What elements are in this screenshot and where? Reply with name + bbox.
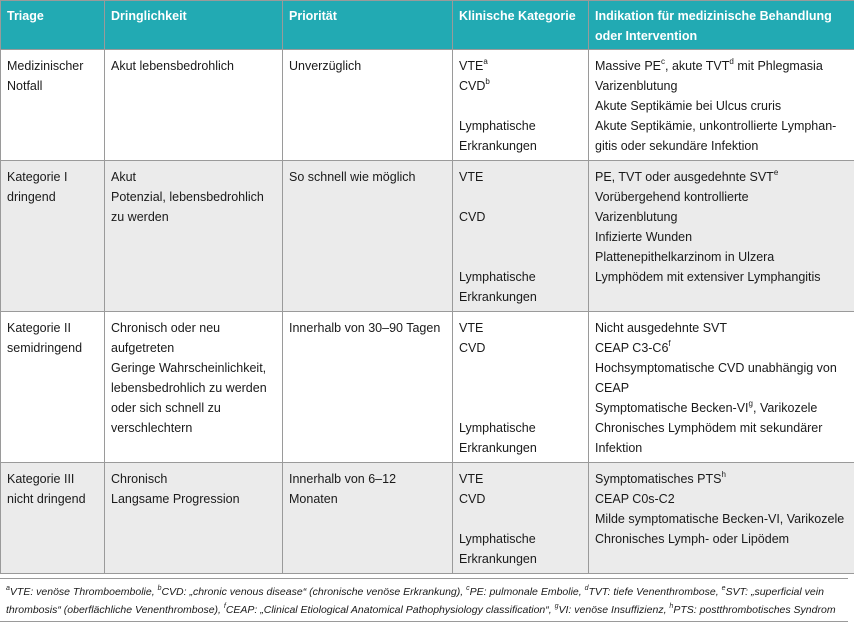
footnote-text: PE: pulmonale Embolie,	[469, 586, 585, 598]
footnote-marker: d	[584, 584, 589, 592]
category-line-text: VTE	[459, 472, 484, 486]
category-line-text: VTE	[459, 321, 484, 335]
cell-indication	[589, 463, 854, 574]
footnote-marker: c	[466, 584, 470, 592]
triage-line: Medizinischer	[7, 59, 84, 73]
category-line	[459, 358, 582, 378]
footnote-text: VTE: venöse Thromboembolie,	[9, 586, 158, 598]
footnote-marker: g	[748, 398, 753, 408]
indication-line	[595, 378, 848, 398]
indication-line	[595, 529, 848, 549]
triage-line: Kategorie III	[7, 472, 75, 486]
category-line-text: VTE	[459, 59, 484, 73]
footnote-marker: a	[6, 584, 10, 592]
indication-line-text: Nicht ausgedehnte SVT	[595, 321, 728, 335]
cell-category	[453, 463, 589, 574]
indication-line-text: Milde symptomatische Becken-VI, Varikozele	[595, 512, 845, 526]
urgency-line: Chronisch oder neu	[111, 321, 221, 335]
category-line-text: CVD	[459, 341, 486, 355]
triage-line: dringend	[7, 190, 56, 204]
urgency-line: zu werden	[111, 210, 169, 224]
footnote-text: PTS: postthrombotisches Syndrom	[673, 604, 836, 616]
category-line	[459, 76, 582, 96]
indication-line-text: Infizierte Wunden	[595, 230, 693, 244]
category-line-text: VTE	[459, 170, 484, 184]
category-line	[459, 247, 582, 267]
category-line	[459, 489, 582, 509]
urgency-line: Chronisch	[111, 472, 168, 486]
indication-line	[595, 267, 848, 287]
cell-category	[453, 50, 589, 161]
footnote-marker: c	[661, 56, 665, 66]
header-row	[1, 1, 854, 50]
category-line-text: CVD	[459, 492, 486, 506]
category-line-text: Lymphatische	[459, 270, 536, 284]
category-line	[459, 96, 582, 116]
indication-line-text: Vorübergehend kontrollierte	[595, 190, 749, 204]
category-line-text: CVD	[459, 79, 486, 93]
indication-line-text: CEAP	[595, 381, 630, 395]
footnote-marker: g	[554, 602, 559, 610]
footnote-text: SVT: „superficial vein	[725, 586, 824, 598]
indication-line	[595, 318, 848, 338]
cell-priority	[283, 312, 453, 463]
indication-line-text: Symptomatische Becken-VI	[595, 401, 749, 415]
indication-line-text: Infektion	[595, 441, 643, 455]
indication-line-text: Varizenblutung	[595, 79, 678, 93]
cell-triage	[1, 463, 105, 574]
category-line	[459, 338, 582, 358]
indication-line-text: Akute Septikämie bei Ulcus cruris	[595, 99, 782, 113]
priority-line: Innerhalb von 6–12	[289, 472, 397, 486]
triage-line: Kategorie I	[7, 170, 68, 184]
urgency-line: aufgetreten	[111, 341, 175, 355]
footnote-marker: d	[729, 56, 734, 66]
indication-line-text: gitis oder sekundäre Infektion	[595, 139, 759, 153]
priority-line: So schnell wie möglich	[289, 170, 416, 184]
category-line	[459, 418, 582, 438]
header-triage: Triage	[1, 1, 105, 50]
indication-line	[595, 116, 848, 136]
indication-line	[595, 438, 848, 458]
cell-urgency	[105, 50, 283, 161]
category-line	[459, 187, 582, 207]
category-line-text: Erkrankungen	[459, 290, 537, 304]
indication-line-text: Plattenepithelkarzinom in Ulzera	[595, 250, 775, 264]
category-line	[459, 287, 582, 307]
cell-category	[453, 312, 589, 463]
indication-line-text: Hochsymptomatische CVD unabhängig von	[595, 361, 837, 375]
footnote-marker: b	[157, 584, 162, 592]
category-line	[459, 56, 582, 76]
footnote-text: TVT: tiefe Venenthrombose,	[588, 586, 722, 598]
footnote-marker: e	[773, 167, 779, 177]
header-urgency: Dringlichkeit	[105, 1, 283, 50]
triage-line: semidringend	[7, 341, 83, 355]
indication-line-text: mit Phlegmasia	[733, 59, 823, 73]
indication-line-text: CEAP C3-C6	[595, 341, 669, 355]
priority-line: Monaten	[289, 492, 338, 506]
header-category: Klinische Kategorie	[453, 1, 589, 50]
cell-triage	[1, 312, 105, 463]
cell-urgency	[105, 463, 283, 574]
indication-line	[595, 247, 848, 267]
footnote-marker: b	[485, 76, 490, 86]
triage-line: Kategorie II	[7, 321, 71, 335]
priority-line: Unverzüglich	[289, 59, 362, 73]
indication-line-text: Chronisches Lymph- oder Lipödem	[595, 532, 790, 546]
indication-line-text: , akute TVT	[665, 59, 730, 73]
header-indication-line: Indikation für medizinische Behandlung	[595, 9, 832, 23]
category-line-text: Erkrankungen	[459, 139, 537, 153]
indication-line	[595, 227, 848, 247]
table-row	[1, 463, 854, 574]
footnote-marker: h	[721, 469, 726, 479]
urgency-line: Akut	[111, 170, 137, 184]
footnote-marker: a	[483, 56, 488, 66]
cell-indication	[589, 50, 854, 161]
urgency-line: oder sich schnell zu	[111, 401, 221, 415]
category-line	[459, 207, 582, 227]
category-line	[459, 227, 582, 247]
urgency-line: verschlechtern	[111, 421, 193, 435]
category-line	[459, 378, 582, 398]
category-line-text: CVD	[459, 210, 486, 224]
category-line-text: Lymphatische	[459, 119, 536, 133]
category-line	[459, 267, 582, 287]
cell-indication	[589, 161, 854, 312]
cell-urgency	[105, 312, 283, 463]
footnote-line	[6, 583, 842, 601]
category-line	[459, 318, 582, 338]
category-line	[459, 549, 582, 569]
table-row	[1, 312, 854, 463]
indication-line	[595, 167, 848, 187]
footnote-marker: e	[721, 584, 726, 592]
indication-line-text: PE, TVT oder ausgedehnte SVT	[595, 170, 774, 184]
indication-line	[595, 207, 848, 227]
indication-line	[595, 489, 848, 509]
indication-line	[595, 418, 848, 438]
header-indication	[589, 1, 854, 50]
footnote-line	[6, 601, 842, 619]
footnote-text: thrombosis“ (oberflächliche Venenthrombose),	[6, 604, 224, 616]
category-line	[459, 469, 582, 489]
indication-line-text: Chronisches Lymphödem mit sekundärer	[595, 421, 823, 435]
table-row	[1, 161, 854, 312]
indication-line-text: Massive PE	[595, 59, 661, 73]
category-line	[459, 116, 582, 136]
footnote-text: CVD: „chronic venous disease“ (chronische venöse Erkrankung),	[161, 586, 467, 598]
indication-line	[595, 76, 848, 96]
triage-line: nicht dringend	[7, 492, 86, 506]
urgency-line: Potenzial, lebensbedrohlich	[111, 190, 264, 204]
footnote-marker: f	[223, 602, 226, 610]
category-line	[459, 398, 582, 418]
indication-line	[595, 96, 848, 116]
table-row	[1, 50, 854, 161]
cell-priority	[283, 161, 453, 312]
cell-priority	[283, 463, 453, 574]
cell-priority	[283, 50, 453, 161]
indication-line	[595, 509, 848, 529]
category-line-text: Lymphatische	[459, 532, 536, 546]
category-line	[459, 509, 582, 529]
indication-line-text: , Varikozele	[753, 401, 818, 415]
footnote-marker: h	[669, 602, 674, 610]
indication-line	[595, 136, 848, 156]
table-footnote	[0, 578, 848, 622]
priority-line: Innerhalb von 30–90 Tagen	[289, 321, 441, 335]
footnote-text: VI: venöse Insuffizienz,	[558, 604, 670, 616]
category-line	[459, 529, 582, 549]
category-line-text: Erkrankungen	[459, 441, 537, 455]
indication-line-text: Symptomatisches PTS	[595, 472, 722, 486]
cell-triage	[1, 50, 105, 161]
indication-line-text: Varizenblutung	[595, 210, 678, 224]
indication-line-text: Lymphödem mit extensiver Lymphangitis	[595, 270, 821, 284]
indication-line	[595, 358, 848, 378]
cell-urgency	[105, 161, 283, 312]
category-line	[459, 438, 582, 458]
urgency-line: Geringe Wahrscheinlichkeit,	[111, 361, 267, 375]
indication-line	[595, 398, 848, 418]
cell-indication	[589, 312, 854, 463]
footnote-text: CEAP: „Clinical Etiological Anatomical Pathophysiology classification“,	[225, 604, 555, 616]
category-line	[459, 136, 582, 156]
indication-line	[595, 187, 848, 207]
cell-triage	[1, 161, 105, 312]
header-indication-line: oder Intervention	[595, 29, 698, 43]
cell-category	[453, 161, 589, 312]
indication-line	[595, 338, 848, 358]
indication-line	[595, 56, 848, 76]
urgency-line: lebensbedrohlich zu werden	[111, 381, 267, 395]
urgency-line: Langsame Progression	[111, 492, 240, 506]
indication-line-text: Akute Septikämie, unkontrollierte Lymphan-	[595, 119, 837, 133]
category-line-text: Erkrankungen	[459, 552, 537, 566]
category-line	[459, 167, 582, 187]
urgency-line: Akut lebensbedrohlich	[111, 59, 234, 73]
footnote-marker: f	[668, 338, 671, 348]
category-line-text: Lymphatische	[459, 421, 536, 435]
indication-line	[595, 469, 848, 489]
header-priority: Priorität	[283, 1, 453, 50]
indication-line-text: CEAP C0s-C2	[595, 492, 675, 506]
triage-line: Notfall	[7, 79, 43, 93]
